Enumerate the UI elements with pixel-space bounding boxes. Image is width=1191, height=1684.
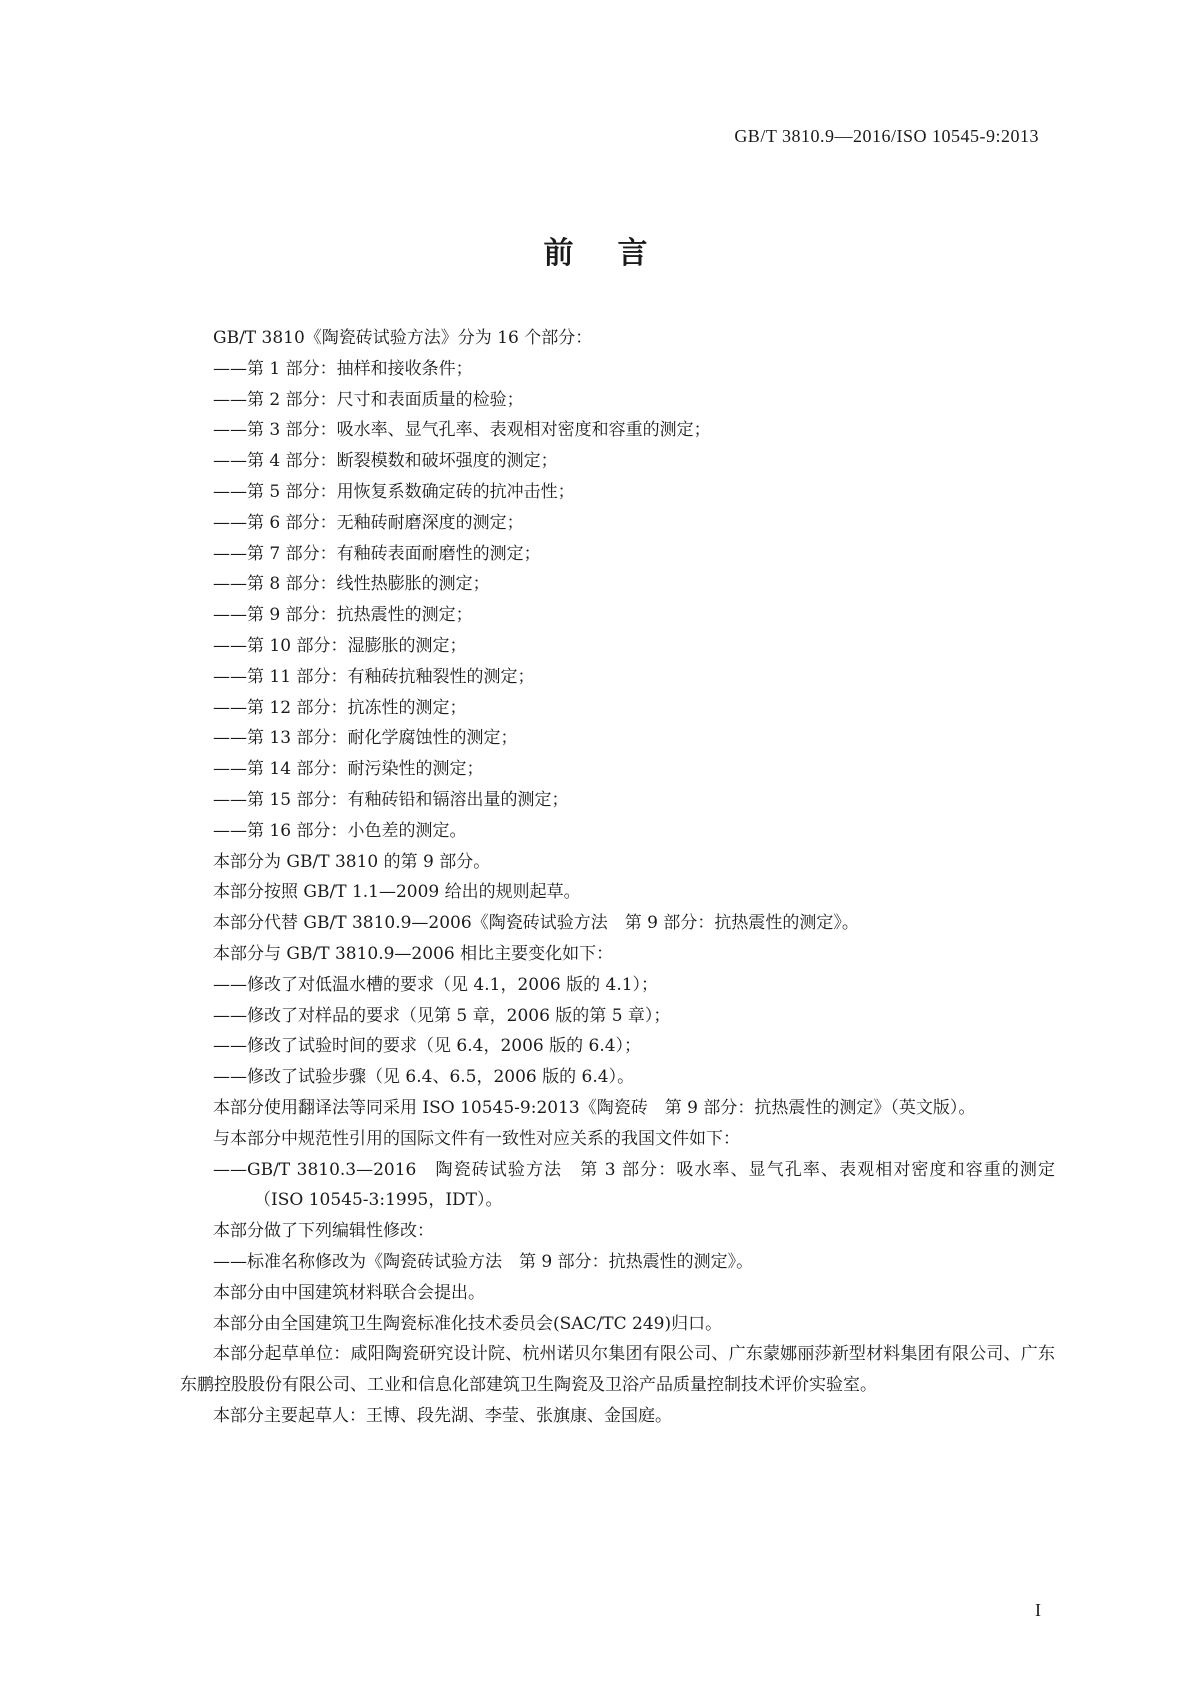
change-list-item: ——修改了对低温水槽的要求（见 4.1，2006 版的 4.1）； [213,974,659,995]
part-list-item: ——第 9 部分：抗热震性的测定； [213,605,473,626]
part-of-statement: 本部分为 GB/T 3810 的第 9 部分。 [213,851,491,872]
part-list-item: ——第 2 部分：尺寸和表面质量的检验； [213,389,524,410]
part-list-item: ——第 7 部分：有釉砖表面耐磨性的测定； [213,543,541,564]
adoption-statement: 本部分使用翻译法等同采用 ISO 10545-9:2013《陶瓷砖 第 9 部分：抗热震性的测定》（英文版）。 [213,1097,976,1118]
jurisdiction-statement: 本部分由全国建筑卫生陶瓷标准化技术委员会(SAC/TC 249)归口。 [213,1313,723,1334]
drafting-units-statement: 本部分起草单位：咸阳陶瓷研究设计院、杭州诺贝尔集团有限公司、广东蒙娜丽莎新型材料集团有限公司、广东东鹏控股股份有限公司、工业和信息化部建筑卫生陶瓷及卫浴产品质量控制技术评价实验室。 [180,1344,1055,1396]
change-list-item: ——修改了试验步骤（见 6.4、6.5，2006 版的 6.4）。 [213,1067,635,1088]
changes-intro: 本部分与 GB/T 3810.9—2006 相比主要变化如下： [213,943,614,964]
part-list-item: ——第 5 部分：用恢复系数确定砖的抗冲击性； [213,481,575,502]
part-list-item: ——第 13 部分：耐化学腐蚀性的测定； [213,728,518,749]
part-list-item: ——第 14 部分：耐污染性的测定； [213,759,484,780]
correspondence-intro: 与本部分中规范性引用的国际文件有一致性对应关系的我国文件如下： [213,1128,740,1149]
intro-paragraph: GB/T 3810《陶瓷砖试验方法》分为 16 个部分： [213,328,593,348]
replaces-statement: 本部分代替 GB/T 3810.9—2006《陶瓷砖试验方法 第 9 部分：抗热震性的测定》。 [213,913,859,934]
part-list-item: ——第 15 部分：有釉砖铅和镉溶出量的测定； [213,789,569,810]
part-list-item: ——第 10 部分：湿膨胀的测定； [213,635,467,656]
part-list-item: ——第 16 部分：小色差的测定。 [213,820,467,841]
change-list-item: ——修改了试验时间的要求（见 6.4，2006 版的 6.4）； [213,1036,642,1057]
page-title: 前言 [543,236,692,271]
editorial-item: ——标准名称修改为《陶瓷砖试验方法 第 9 部分：抗热震性的测定》。 [213,1251,754,1272]
correspondence-item: ——GB/T 3810.3—2016 陶瓷砖试验方法 第 3 部分：吸水率、显气孔率、表观相对密度和容重的测定（ISO 10545-3:1995，IDT）。 [213,1159,1055,1211]
correspondence-wrapper [180,1155,1055,1217]
part-list-item: ——第 3 部分：吸水率、显气孔率、表观相对密度和容重的测定； [213,420,711,441]
editorial-intro: 本部分做了下列编辑性修改： [213,1221,434,1242]
part-list-item: ——第 11 部分：有釉砖抗釉裂性的测定； [213,666,535,687]
part-list-item: ——第 12 部分：抗冻性的测定； [213,697,467,718]
proposed-by-statement: 本部分由中国建筑材料联合会提出。 [213,1282,485,1303]
part-list-item: ——第 8 部分：线性热膨胀的测定； [213,574,490,595]
part-list-item: ——第 1 部分：抽样和接收条件； [213,358,473,379]
change-list-item: ——修改了对样品的要求（见第 5 章，2006 版的第 5 章）； [213,1005,671,1026]
drafters-statement: 本部分主要起草人：王博、段先湖、李莹、张旗康、金国庭。 [213,1405,672,1426]
drafting-rules-statement: 本部分按照 GB/T 1.1—2009 给出的规则起草。 [213,882,581,903]
page-number: I [1035,1600,1041,1620]
part-list-item: ——第 4 部分：断裂模数和破坏强度的测定； [213,451,558,472]
part-list-item: ——第 6 部分：无釉砖耐磨深度的测定； [213,512,524,533]
standard-code: GB/T 3810.9—2016/ISO 10545-9:2013 [734,126,1039,146]
foreword-body [180,323,1055,1432]
